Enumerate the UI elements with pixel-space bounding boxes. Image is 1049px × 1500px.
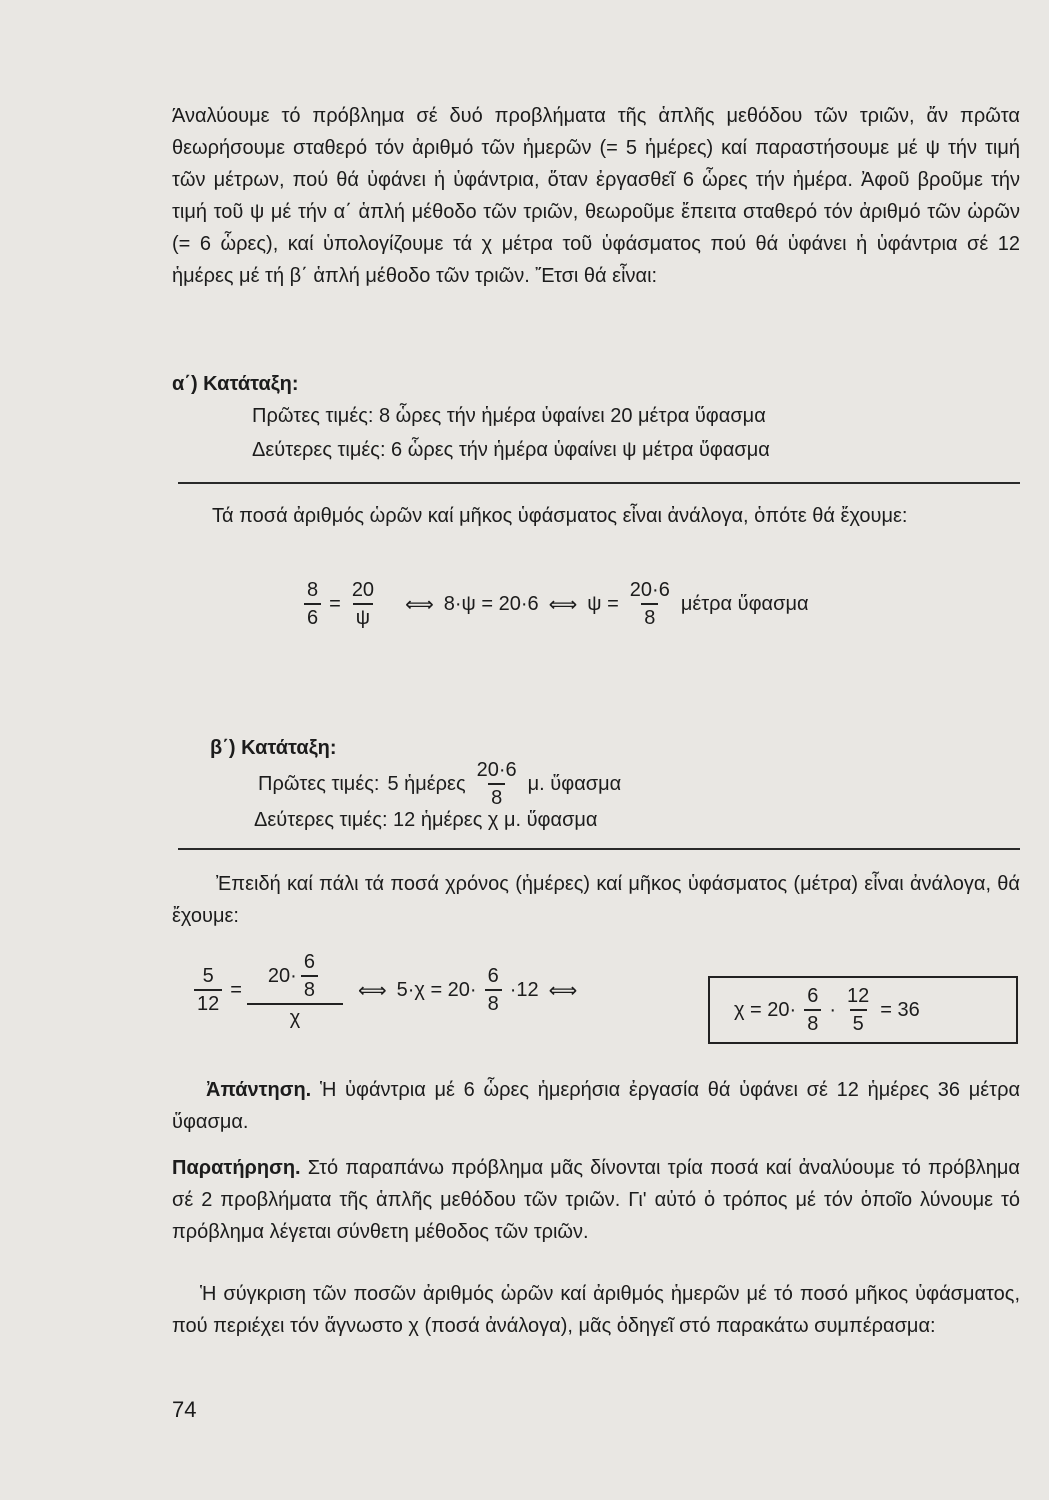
section-a-title <box>172 368 1020 400</box>
section-a-proportional-text: Τά ποσά ἀριθμός ὡρῶν καί μῆκος ὑφάσματος εἶναι ἀνάλογα, ὁπότε θά ἔχουμε: <box>212 505 908 527</box>
compound-fraction: 20· $\frac{6}{8}$ χ <box>250 950 340 1030</box>
section-b-first-values: Πρῶτες τιμές: 5 ἡμέρες $\frac{20\cdot 6}{8}$ μ. ὕφασμα <box>258 759 622 809</box>
equivalence-arrow: ⟺ <box>405 593 434 616</box>
section-a-label: α΄) Κατάταξη: <box>172 373 299 395</box>
section-b-title: β΄) Κατάταξη: <box>210 737 337 759</box>
equation-a: $\frac{8}{6}$ = $\frac{20}{\psi}$ ⟺ 8·ψ = 20·6 ⟺ ψ = $\frac{20\cdot 6}{8}$ μέτρα ὕφασμα <box>300 578 813 630</box>
fraction: $\frac{6}{8}$ <box>485 964 502 1016</box>
equivalence-arrow: ⟺ <box>548 979 578 1002</box>
section-a-second-values: Δεύτερες τιμές: 6 ὧρες τήν ἡμέρα ὑφαίνει ψ μέτρα ὕφασμα <box>252 439 770 461</box>
fraction: $\frac{20\cdot 6}{8}$ <box>476 759 517 809</box>
note-label: Παρατήρηση. <box>172 1157 301 1179</box>
fraction: $\frac{12}{5}$ <box>847 985 870 1035</box>
equivalence-arrow: ⟺ <box>548 593 578 616</box>
comparison-paragraph: Ἡ σύγκριση τῶν ποσῶν ἀριθμός ὡρῶν καί ἀριθμός ἡμερῶν μέ τό ποσό μῆκος ὑφάσματος, πού περιέχει τόν ἄγνωστο χ (ποσά ἀνάλογα), μᾶς ὁδηγεῖ στό παρακάτω συμπέρασμα: <box>172 1283 1020 1337</box>
fraction: $\frac{5}{12}$ <box>194 964 222 1016</box>
divider-rule <box>178 482 1020 484</box>
section-b-proportional-text: Ἐπειδή καί πάλι τά ποσά χρόνος (ἡμέρες) καί μῆκος ὑφάσματος (μέτρα) εἶναι ἀνάλογα, θά ἔχουμε: <box>172 873 1020 927</box>
fraction: $\frac{6}{8}$ <box>804 984 821 1036</box>
answer-paragraph: Ἀπάντηση. Ἡ ὑφάντρια μέ 6 ὧρες ἡμερήσια ἐργασία θά ὑφάνει σέ 12 ἡμέρες 36 μέτρα ὕφασμα. <box>172 1079 1021 1133</box>
intro-paragraph: Άναλύουμε τό πρόβλημα σέ δυό προβλήματα τῆς ἁπλῆς μεθόδου τῶν τριῶν, ἄν πρῶτα θεωρήσουμε σταθερό τόν ἀριθμό τῶν ἡμερῶν (= 5 ἡμέρες) καί παραστήσουμε μέ ψ τήν τιμή τῶν μέτρων, πού θά ὑφάνει ἡ ὑφάντρια, ὅταν ἐργασθεῖ 6 ὧρες τήν ἡμέρα. Ἀφοῦ βροῦμε τήν τιμή τοῦ ψ μέ τήν α΄ ἁπλή μέθοδο τῶν τριῶν, θεωροῦμε ἔπειτα σταθερό τόν ἀριθμό τῶν ὡρῶν (= 6 ὧρες), καί ὑπολογίζουμε τά χ μέτρα τοῦ ὑφάσματος πού θά ὑφάνει ἡ ὑφάντρια σέ 12 ἡμέρες μέ τή β΄ ἁπλή μέθοδο τῶν τριῶν. Ἔτσι θά εἶναι: <box>172 105 1020 287</box>
note-paragraph: Παρατήρηση. Στό παραπάνω πρόβλημα μᾶς δίνονται τρία ποσά καί ἀναλύουμε τό πρόβλημα σέ 2 προβλήματα τῆς ἁπλῆς μεθόδου τῶν τριῶν. Γι' αὐτό ὁ τρόπος μέ τόν ὁποῖο λύνουμε τό πρόβλημα λέγεται σύνθετη μέθοδος τῶν τριῶν. <box>172 1157 1020 1243</box>
equation-b: $\frac{5}{12}$ = 20· $\frac{6}{8}$ χ ⟺ 5·χ = 20· $\frac{6}{8}$ ·12 ⟺ <box>190 950 583 1030</box>
result-value: = 36 <box>880 998 920 1021</box>
fraction: $\frac{20}{\psi}$ <box>351 579 375 629</box>
fraction: $\frac{6}{8}$ <box>301 950 318 1002</box>
page-number: 74 <box>172 1397 197 1422</box>
fraction: $\frac{8}{6}$ <box>304 578 321 630</box>
fraction: $\frac{20\cdot 6}{8}$ <box>629 579 670 629</box>
equivalence-arrow: ⟺ <box>357 979 387 1002</box>
answer-label: Ἀπάντηση. <box>206 1079 312 1101</box>
section-b-second-values: Δεύτερες τιμές: 12 ἡμέρες χ μ. ὕφασμα <box>254 809 598 831</box>
section-a-first-values: Πρῶτες τιμές: 8 ὧρες τήν ἡμέρα ὑφαίνει 20 μέτρα ὕφασμα <box>252 405 766 427</box>
result-box: χ = 20· $\frac{6}{8}$ · $\frac{12}{5}$ = 36 <box>708 976 1018 1044</box>
divider-rule <box>178 848 1020 850</box>
